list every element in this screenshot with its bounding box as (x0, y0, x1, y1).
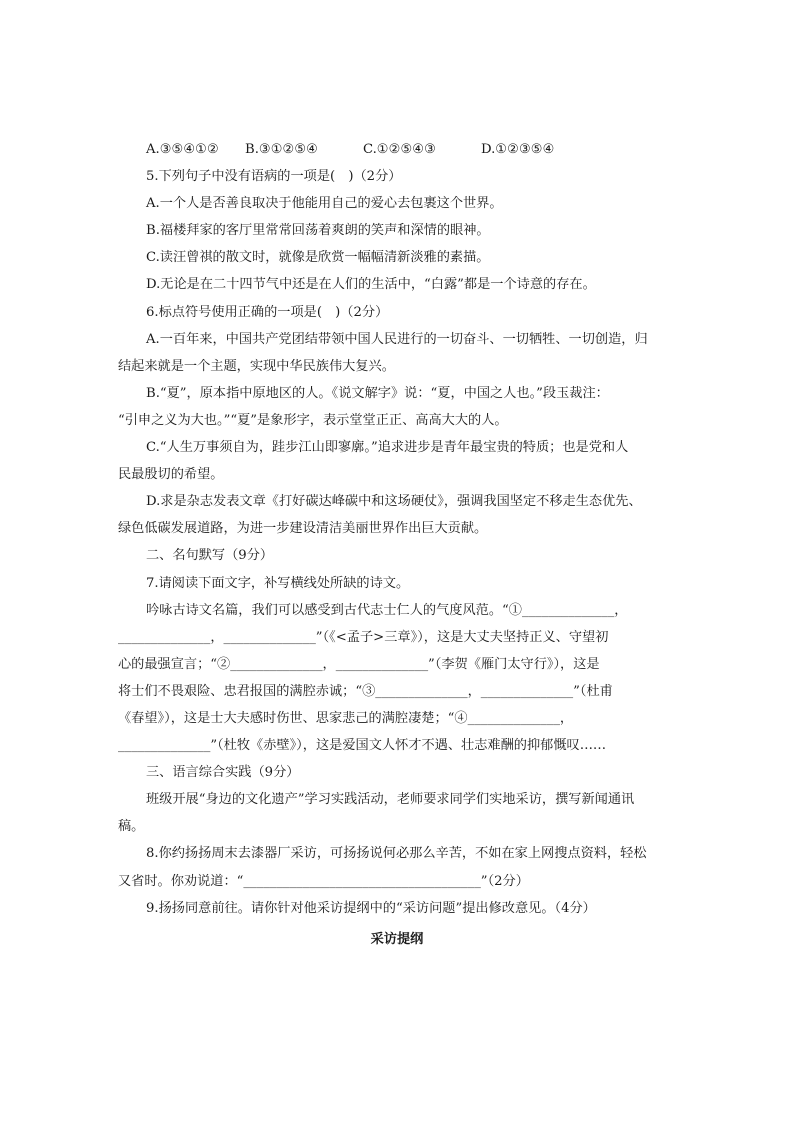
outline-title: 采访提纲 (370, 931, 424, 947)
section-2-heading: 二、名句默写（9分） (146, 548, 274, 564)
document-page (118, 136, 676, 953)
q5-stem: 5.下列句子中没有语病的一项是( )（2分） (146, 169, 402, 185)
activity-intro-line2: 稿。 (118, 819, 145, 835)
q5-option-c: C.读汪曾祺的散文时，就像是欣赏一幅幅清新淡雅的素描。 (146, 250, 490, 266)
q8-line1: 8.你约扬扬周末去漆器厂采访，可扬扬说何必那么辛苦，不如在家上网搜点资料，轻松 (146, 846, 647, 862)
q9-stem: 9.扬扬同意前往。请你针对他采访提纲中的“采访问题”提出修改意见。（4分） (146, 900, 596, 916)
q7-line4: 将士们不畏艰险、忠君报国的满腔赤诚；“③______________，______________”（杜甫 (118, 683, 613, 699)
option-b: B.③①②⑤④ (245, 142, 318, 157)
option-c: C.①②⑤④③ (363, 142, 436, 157)
option-a: A.③⑤④①② (146, 142, 219, 157)
q4-options (118, 136, 676, 163)
section-3-heading: 三、语言综合实践（9分） (146, 765, 300, 781)
q7-line5: 《春望》），这是士大夫感时伤世、思家悲己的满腔凄楚；“④______________， (118, 710, 574, 726)
q6-option-a-line2: 结起来就是一个主题，实现中华民族伟大复兴。 (118, 358, 395, 374)
q8-line2: 又省时。你劝说道：“____________________________________”（2分） (118, 873, 529, 889)
q7-line1: 吟咏古诗文名篇，我们可以感受到古代志士仁人的气度风范。“①______________， (146, 602, 628, 618)
q7-stem: 7.请阅读下面文字，补写横线处所缺的诗文。 (146, 575, 410, 591)
q7-line3: 心的最强宣言；“②______________，______________”（李贺《雁门太守行》），这是 (118, 656, 600, 672)
q7-line2: ______________，______________”（《<孟子>三章》），这是大丈夫坚持正义、守望初 (118, 629, 609, 645)
q7-line6: ______________”（杜牧《赤壁》），这是爱国文人怀才不遇、壮志难酬的抑郁慨叹…… (118, 738, 607, 754)
q6-option-b-line2: “引申之义为大也。”“夏”是象形字，表示堂堂正正、高高大大的人。 (118, 412, 508, 428)
q6-option-a-line1: A.一百年来，中国共产党团结带领中国人民进行的一切奋斗、一切牺牲、一切创造，归 (146, 331, 648, 347)
option-d: D.①②③⑤④ (481, 142, 555, 157)
q6-stem: 6.标点符号使用正确的一项是( )（2分） (146, 304, 389, 320)
q6-option-c-line1: C.“人生万事须自为，跬步江山即寥廓。”追求进步是青年最宝贵的特质；也是党和人 (146, 440, 629, 456)
q6-option-c-line2: 民最殷切的希望。 (118, 467, 224, 483)
q6-option-b-line1: B.“夏”，原本指中原地区的人。《说文解字》说：“夏，中国之人也。”段玉裁注： (146, 385, 609, 401)
q5-option-a: A.一个人是否善良取决于他能用自己的爱心去包裹这个世界。 (146, 196, 503, 212)
q5-option-d: D.无论是在二十四节气中还是在人们的生活中，“白露”都是一个诗意的存在。 (146, 277, 596, 293)
q5-option-b: B.福楼拜家的客厅里常常回荡着爽朗的笑声和深情的眼神。 (146, 223, 490, 239)
q6-option-d-line1: D.求是杂志发表文章《打好碳达峰碳中和这场硬仗》，强调我国坚定不移走生态优先、 (146, 494, 642, 510)
activity-intro-line1: 班级开展“身边的文化遗产”学习实践活动，老师要求同学们实地采访，撰写新闻通讯 (146, 792, 635, 808)
q6-option-d-line2: 绿色低碳发展道路，为进一步建设清洁美丽世界作出巨大贡献。 (118, 521, 488, 537)
